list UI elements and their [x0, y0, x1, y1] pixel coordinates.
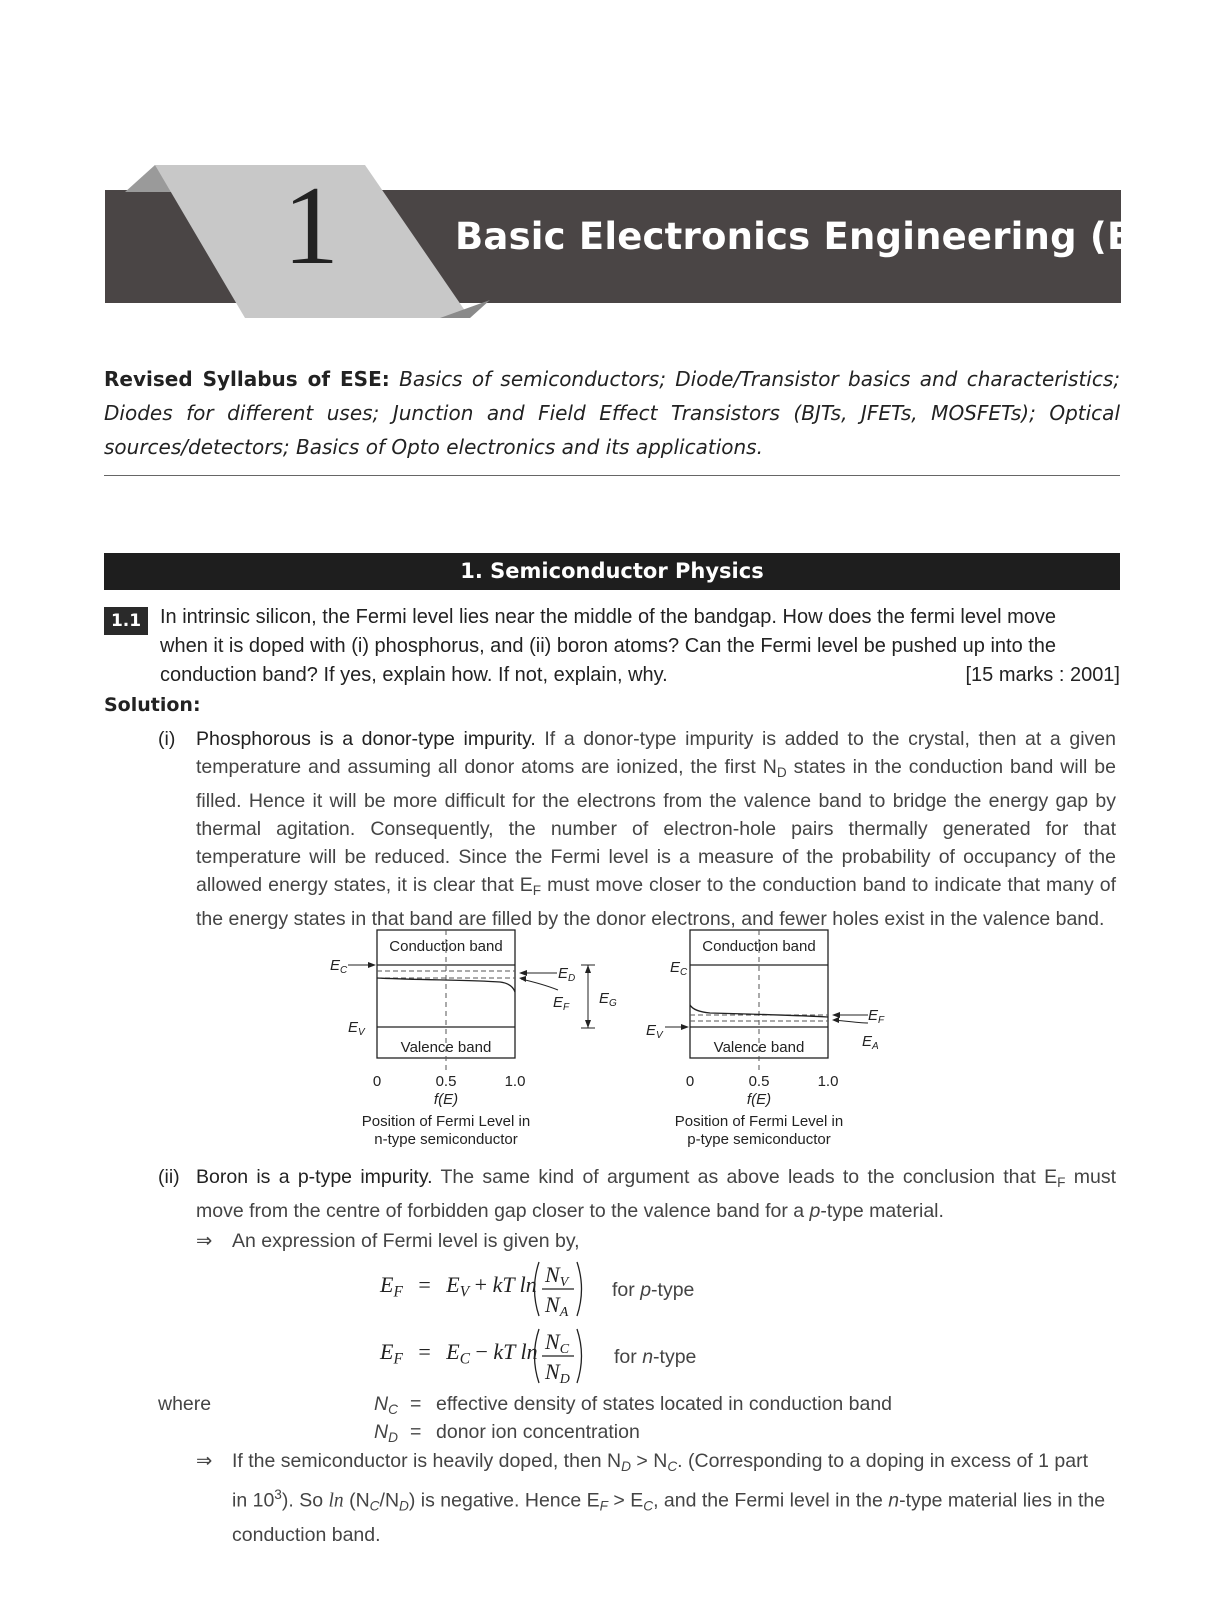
equation-p-type: $E_F = E_V$ + kT ln: [380, 1272, 537, 1301]
equation-n-type: $E_F = E_C$ − kT ln: [380, 1339, 538, 1368]
question-number: 1.1: [104, 607, 148, 635]
part1-marker: (i): [158, 728, 176, 750]
eq1-label: for p-type: [612, 1279, 695, 1301]
ef-subscript: F: [1057, 1175, 1066, 1191]
nd-equals: =: [410, 1421, 422, 1443]
syllabus-divider: [104, 475, 1120, 476]
ec-label: $E_C$: [330, 957, 348, 976]
chapter-header: [0, 0, 1214, 330]
svg-text:ND: ND: [545, 1359, 570, 1387]
expression-intro: An expression of Fermi level is given by,: [232, 1230, 580, 1252]
conduction-band-label: Conduction band: [389, 938, 503, 955]
eg-label: $E_G$: [599, 990, 617, 1009]
valence-band-label: Valence band: [400, 1039, 492, 1056]
part1-heading: Phosphorous is a donor-type impurity.: [196, 728, 536, 750]
ef-label: $E_F$: [553, 994, 570, 1013]
ef-subscript: F: [532, 883, 542, 899]
ec-label: $E_C$: [670, 959, 688, 978]
implies-arrow-icon: ⇒: [196, 1230, 213, 1252]
caption-line-1: Position of Fermi Level in: [361, 1113, 531, 1130]
ev-label: $E_V$: [646, 1022, 663, 1041]
chapter-number-tab: [0, 0, 1214, 330]
question-line-2: when it is doped with (i) phosphorus, and (ii) boron atoms? Can the Fermi level be pushed up into the: [160, 635, 1057, 657]
svg-text:NV: NV: [545, 1262, 569, 1290]
caption-line-2: p-type semiconductor: [687, 1131, 831, 1148]
section-header: [104, 553, 1120, 590]
syllabus-label: Revised Syllabus of ESE:: [104, 367, 390, 391]
nd-definition: donor ion concentration: [436, 1421, 640, 1443]
part2-heading: Boron is a p-type impurity.: [196, 1166, 433, 1188]
ef-label: $E_F$: [868, 1007, 885, 1026]
chapter-number: 1: [283, 164, 339, 288]
implies-arrow-icon: ⇒: [196, 1450, 213, 1472]
nd-symbol: $N_D$: [374, 1421, 398, 1446]
chapter-title: Basic Electronics Engineering (EDC): [455, 215, 1208, 258]
tick-0-5: 0.5: [435, 1073, 457, 1090]
ea-label: $E_A$: [862, 1033, 879, 1052]
svg-text:NA: NA: [545, 1292, 569, 1320]
nc-equals: =: [410, 1393, 422, 1415]
nc-definition: effective density of states located in conduction band: [436, 1393, 893, 1415]
n-type-fermi-diagram: [320, 920, 620, 1150]
nd-subscript: D: [776, 765, 787, 781]
x-axis-label: f(E): [746, 1091, 772, 1108]
valence-band-label: Valence band: [713, 1039, 805, 1056]
p-type-fermi-diagram: [640, 920, 900, 1150]
tick-1-0: 1.0: [504, 1073, 526, 1090]
solution-label: Solution:: [104, 694, 201, 716]
part2-text3: -type material.: [820, 1200, 944, 1223]
part2-text: The same kind of argument as above leads to the conclusion that E: [440, 1166, 1058, 1188]
conduction-band-label: Conduction band: [702, 938, 816, 955]
syllabus: [104, 362, 1120, 464]
conclusion-paragraph: If the semiconductor is heavily doped, then $N_D > N_C$. (Corresponding to a doping in excess of 1 part in $10^3$). So $\ln (N_C/N_D)$ is negative. Hence $E_F > E_C$, and the Fermi level in the n-type material lies in the conduction band.: [232, 1450, 1106, 1546]
part1-text2: states in the conduction band will be filled. Hence it will be more difficult for the electrons from the valence band to bridge the energy gap by thermal agitation. Consequently, the number of electron-hole pairs thermally generated for that temperature will be reduced. Since the Fermi level is a measure of the probability of occupancy of the allowed energy states, it is clear that E: [196, 756, 1116, 897]
part2-marker: (ii): [158, 1166, 180, 1188]
svg-text:NC: NC: [545, 1329, 570, 1357]
caption-line-2: n-type semiconductor: [374, 1131, 518, 1148]
ed-label: $E_D$: [558, 965, 576, 984]
question-line-3: conduction band? If yes, explain how. If not, explain, why.: [160, 664, 668, 686]
eq1-fraction: [530, 1258, 586, 1320]
part2-paragraph: [196, 1163, 1116, 1225]
p-italic: p: [809, 1200, 821, 1223]
eq2-label: for n-type: [614, 1346, 697, 1368]
part2-text2: must move from the centre of forbidden gap closer to the valence band for a: [196, 1166, 1116, 1223]
section-title: 1. Semiconductor Physics: [460, 559, 764, 583]
nc-symbol: $N_C$: [374, 1393, 398, 1418]
part1-text3: must move closer to the conduction band to indicate that many of the energy states in that band are filled by the donor electrons, and fewer holes exist in the valence band.: [196, 874, 1116, 931]
tick-0: 0: [685, 1073, 695, 1090]
ev-label: $E_V$: [348, 1019, 365, 1038]
where-label: where: [158, 1393, 212, 1415]
part1-text: If a donor-type impurity is added to the crystal, then at a given temperature and assuming all donor atoms are ionized, the first N: [196, 728, 1117, 778]
tick-0: 0: [372, 1073, 382, 1090]
part1-paragraph: [196, 725, 1116, 933]
syllabus-text: Basics of semiconductors; Diode/Transistor basics and characteristics; Diodes for different uses; Junction and Field Effect Transistors (BJTs, JFETs, MOSFETs); Optical sources/detectors; Basics of Opto electronics and its applications.: [104, 367, 1121, 459]
question-marks: [15 marks : 2001]: [965, 664, 1120, 686]
tick-1-0: 1.0: [817, 1073, 839, 1090]
question-line-1: In intrinsic silicon, the Fermi level lies near the middle of the bandgap. How does the fermi level move: [160, 606, 1056, 628]
x-axis-label: f(E): [433, 1091, 459, 1108]
eq2-fraction: [530, 1325, 586, 1387]
caption-line-1: Position of Fermi Level in: [674, 1113, 844, 1130]
tick-0-5: 0.5: [748, 1073, 770, 1090]
